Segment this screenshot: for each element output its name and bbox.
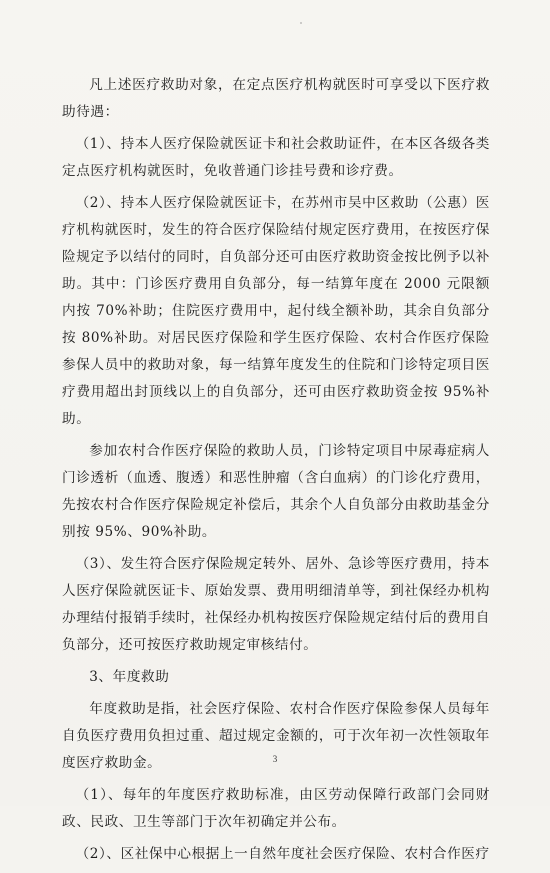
paragraph-annual-aid-definition: 年度救助是指，社会医疗保险、农村合作医疗保险参保人员每年自负医疗费用负担过重、超过规定金额的，可于次年初一次性领取年度医疗救助金。 [62, 701, 490, 771]
paragraph-item-2: （2）、持本人医疗保险就医证卡，在苏州市吴中区救助（公惠）医疗机构就医时，发生的符合医疗保险结付规定医疗费用，在按医疗保险规定予以结付的同时，自负部分还可由医疗救助资金按比例予以补助。其中：门诊医疗费用自负部分，每一结算年度在 2000 元限额内按 70%补助；住院医疗费用中，起付线全额补助，其余自负部分按 80%补助。对居民医疗保险和学生医疗保险、农村合作医疗保险参保人员中的救助对象，每一结算年度发生的住院和门诊特定项目医疗费用超出封顶线以上的自负部分，还可由医疗救助资金按 95%补助。 [62, 195, 490, 427]
section-heading-annual-aid: 3、年度救助 [89, 669, 170, 685]
paragraph-item-3: （3）、发生符合医疗保险规定转外、居外、急诊等医疗费用，持本人医疗保险就医证卡、原始发票、费用明细清单等，到社保经办机构办理结付报销手续时，社保经办机构按医疗保险规定结付后的费用自负部分，还可按医疗救助规定审核结付。 [62, 556, 490, 653]
scan-speck [300, 22, 302, 24]
paragraph-intro: 凡上述医疗救助对象，在定点医疗机构就医时可享受以下医疗救助待遇： [62, 77, 490, 120]
document-body [62, 72, 490, 873]
paragraph-annual-item-1: （1）、每年的年度医疗救助标准，由区劳动保障行政部门会同财政、民政、卫生等部门于次年初确定并公布。 [62, 787, 490, 830]
page-number: 3 [272, 754, 278, 764]
paragraph-annual-item-2: （2）、区社保中心根据上一自然年度社会医疗保险、农村合作医疗 [75, 846, 490, 862]
paragraph-rural-cooperative: 参加农村合作医疗保险的救助人员，门诊特定项目中尿毒症病人门诊透析（血透、腹透）和恶性肿瘤（含白血病）的门诊化疗费用，先按农村合作医疗保险规定补偿后，其余个人自负部分由救助基金分别按 95%、90%补助。 [62, 443, 490, 540]
paragraph-item-1: （1）、持本人医疗保险就医证卡和社会救助证件，在本区各级各类定点医疗机构就医时，免收普通门诊挂号费和诊疗费。 [62, 136, 490, 179]
